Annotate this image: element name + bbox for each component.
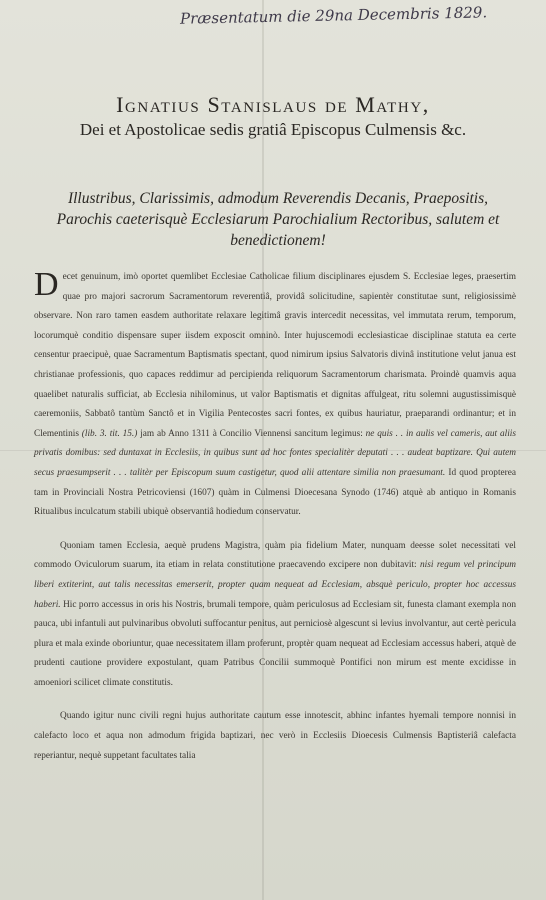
paragraph-1-text-c: Id quod propterea tam in Provinciali Nostra Petricoviensi (1607) quàm in Culmensi Dioecesana Synodo (1746) atquè ab antiquo in Romanis Ritualibus inculcatum stabili ubiquè observantiâ hodiedum conservatur. [34,467,517,518]
paragraph-1-citation: (lib. 3. tit. 15.) [81,428,138,439]
paragraph-1-quote: ne quis . . in aulis vel cameris, aut aliis privatis domibus: sed duntaxat in Ecclesiis, in quibus sunt ad hoc fontes specialitèr deputati . . . audeat baptizare. Qui autem secus praesumpserit . . . talitèr per Episcopum suum castigetur, quod alii attentare similia non praesumant. [34,428,517,478]
drop-cap: D [34,266,59,303]
paragraph-2-text-a: Quoniam tamen Ecclesia, aequè prudens Magistra, quàm pia fidelium Mater, nunquam deesse solet necessitati vel commodo Oviculorum suarum, ita etiam in relata constitutione praecavendo excipere non dubitavit: [34,540,516,571]
paragraph-1-text-b: jam ab Anno 1311 à Concilio Viennensi sancitum legimus: [140,428,363,439]
paragraph-1 [34,268,516,523]
bishop-title: Dei et Apostolicae sedis gratiâ Episcopus Culmensis &c. [79,120,467,139]
paragraph-2 [34,537,516,694]
title-block [0,92,546,140]
paragraph-1-text-a: ecet genuinum, imò oportet quemlibet Ecclesiae Catholicae filium disciplinares ejusdem S. Ecclesiae leges, praesertim quae pro majori sacrorum Sacramentorum reverentiâ, providâ solicitudine, sapientèr constitutae sunt, religiosissimè observare. Non raro tamen easdem authoritate relaxare legitimâ gravis intercedit necessitas, vel immutata rerum, temporum, locorumquè conditio dispensare super iisdem exposcit omninò. Inter hujuscemodi ecclesiasticae disciplinae statuta ea certe censentur praecipuè, quae Sacramentum Baptismatis spectant, quod nimirum ipsius Salvatoris divinâ institutione velut janua est christianae professionis, quo capaces reddimur ad percipienda reliquorum Sacramentorum charismata. Proindè quamvis aqua quaelibet naturalis sufficiat, ab Ecclesia nihilominus, ut valor Baptismatis et dignitas affulgeat, ritu solemni augustissimisquè caeremoniis, Sabbatô tantùm Sanctô et in Vigilia Pentecostes sacri fontes, ex quibus hauriatur, praeparandi ordinantur; et in Clementinis [34,272,516,439]
handwritten-annotation: Præsentatum die 29na Decembris 1829. [179,3,488,28]
paragraph-3 [34,707,516,766]
salutation: Illustribus, Clarissimis, admodum Reverendis Decanis, Praepositis, Parochis caeterisquè Ecclesiarum Parochialium Rectoribus, salutem et benedictionem! [56,190,500,249]
bishop-name: Ignatius Stanislaus de Mathy, [116,92,430,117]
document-body [34,268,516,780]
paragraph-2-text-b: Hic porro accessus in oris his Nostris, brumali tempore, quàm periculosus ad Ecclesiam sit, funesta clamant exempla non pauca, ubi infantuli aut pulvinaribus obvoluti suffocantur penitus, aut perniciosè algescunt si levius involvantur, aut certè pericula plura et mala exinde oboriuntur, quae necessitatem illam proferunt, proptèr quam nequeat ad Ecclesiam accessus haberi, atquè de prudenti cautione providere expostulant, quam Patribus Concilii summoquè Pontifici non mirum est mente excidisse in amoeniori scilicet climate constitutis. [34,599,516,688]
paragraph-2-quote: nisi regum vel principum liberi extiterint, aut talis necessitas emerserit, propter quam nequeat ad Ecclesiam, absquè periculo, propter hoc accessus haberi. [34,560,517,610]
paragraph-3-text: Quando igitur nunc civili regni hujus authoritate cautum esse innotescit, abhinc infantes hyemali tempore nonnisi in calefacto loco et aqua non admodum frigida baptizari, nec verò in Ecclesiis Dioecesis Culmensis Baptisteriâ calefacta reperiantur, nequè suppetant facultates talia [34,711,516,761]
